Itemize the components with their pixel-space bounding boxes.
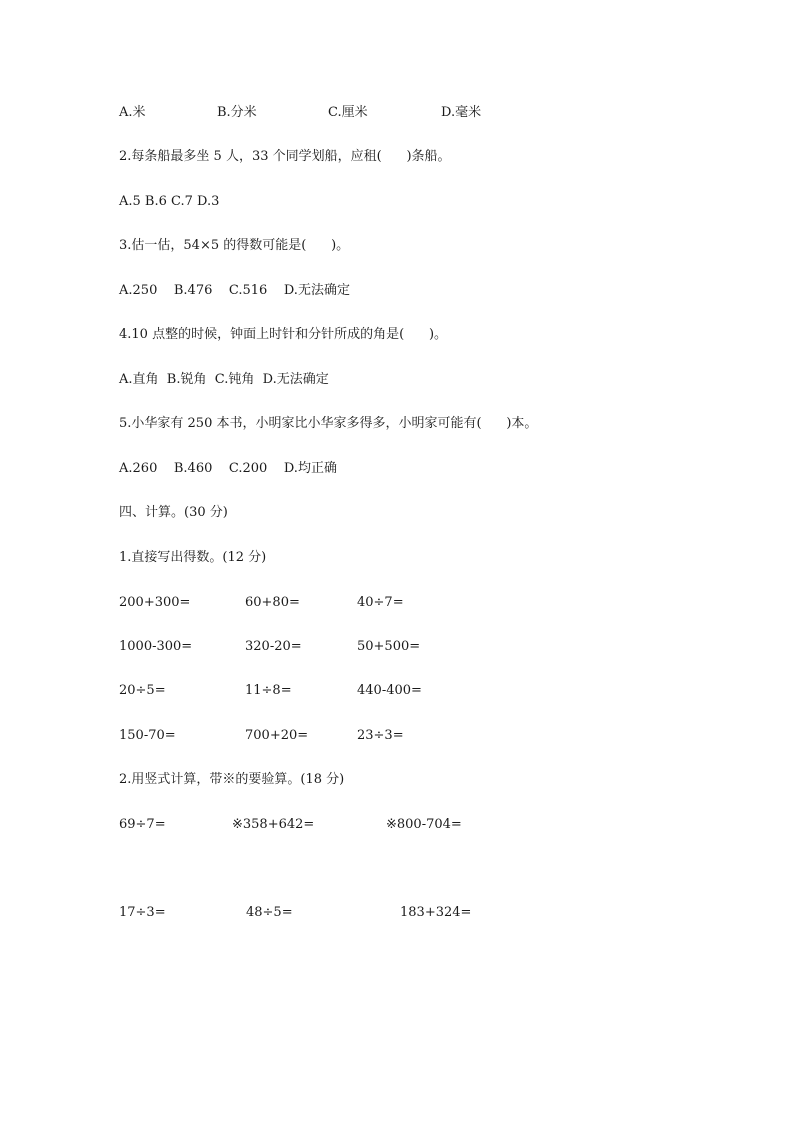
calc-item: 700+20= xyxy=(245,728,309,743)
vertical-calc-item: 48÷5= xyxy=(246,905,293,920)
question-4-options: A.直角 B.锐角 C.钝角 D.无法确定 xyxy=(119,372,329,387)
calc-item: 200+300= xyxy=(119,595,191,610)
calc-item: 320-20= xyxy=(245,639,302,654)
q1-option-b: B.分米 xyxy=(217,105,257,120)
question-5-options: A.260 B.460 C.200 D.均正确 xyxy=(119,461,337,476)
q1-option-d: D.毫米 xyxy=(441,105,482,120)
calc-item: 150-70= xyxy=(119,728,176,743)
calc-item: 1000-300= xyxy=(119,639,193,654)
question-4: 4.10 点整的时候，钟面上时针和分针所成的角是( )。 xyxy=(119,327,448,342)
calc-item: 40÷7= xyxy=(357,595,404,610)
question-2: 2.每条船最多坐 5 人，33 个同学划船，应租( )条船。 xyxy=(119,149,451,164)
q1-option-c: C.厘米 xyxy=(328,105,368,120)
calc-item: 440-400= xyxy=(357,683,422,698)
vertical-calc-item: 17÷3= xyxy=(119,905,166,920)
vertical-calc-item: ※800-704= xyxy=(386,817,462,832)
vertical-calc-item: ※358+642= xyxy=(232,817,315,832)
question-2-options: A.5 B.6 C.7 D.3 xyxy=(119,194,220,209)
vertical-calc-item: 183+324= xyxy=(400,905,472,920)
calc-item: 11÷8= xyxy=(245,683,292,698)
q1-option-a: A.米 xyxy=(119,105,146,120)
subsection-2-heading: 2.用竖式计算，带※的要验算。(18 分) xyxy=(119,772,345,787)
calc-item: 60+80= xyxy=(245,595,300,610)
calc-item: 50+500= xyxy=(357,639,421,654)
question-3: 3.估一估，54×5 的得数可能是( )。 xyxy=(119,238,350,253)
section-4-heading: 四、计算。(30 分) xyxy=(119,505,228,520)
calc-item: 20÷5= xyxy=(119,683,166,698)
subsection-1-heading: 1.直接写出得数。(12 分) xyxy=(119,550,267,565)
vertical-calc-item: 69÷7= xyxy=(119,817,166,832)
question-3-options: A.250 B.476 C.516 D.无法确定 xyxy=(119,283,350,298)
calc-item: 23÷3= xyxy=(357,728,404,743)
question-5: 5.小华家有 250 本书，小明家比小华家多得多，小明家可能有( )本。 xyxy=(119,416,538,431)
